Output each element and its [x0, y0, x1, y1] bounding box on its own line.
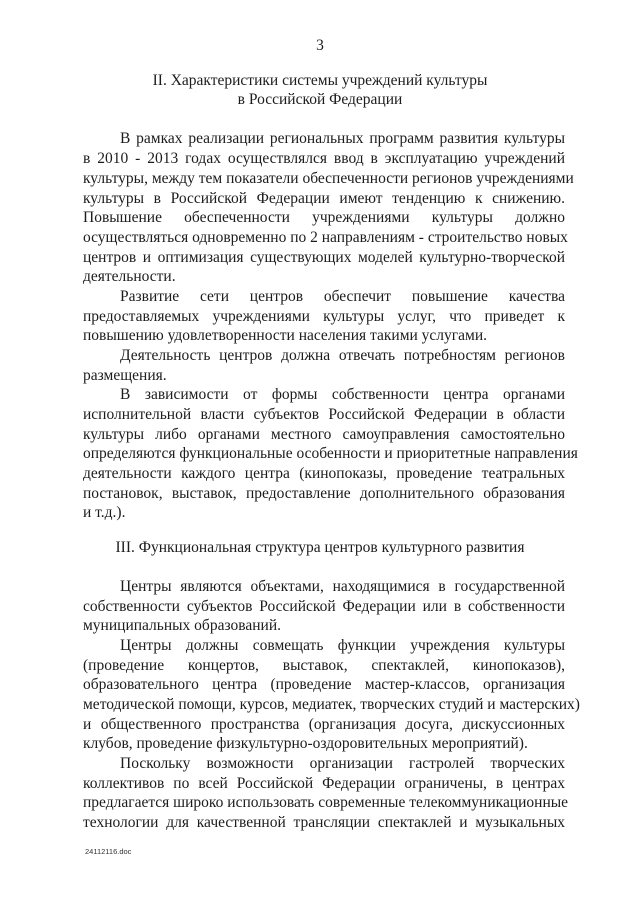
- body-text-line: Деятельность центров должна отвечать потребностям регионов: [120, 347, 565, 364]
- body-text-line: культуры, между тем показатели обеспеченности регионов учреждениями: [83, 170, 574, 187]
- body-text-line: В зависимости от формы собственности центра органами: [120, 386, 565, 403]
- body-text-line: Поскольку возможности организации гастролей творческих: [120, 755, 565, 772]
- body-text-line: Центры являются объектами, находящимися в государственной: [120, 578, 565, 595]
- body-text-line: деятельности.: [83, 268, 176, 285]
- body-text-line: Повышение обеспеченности учреждениями культуры должно: [83, 209, 565, 226]
- body-text-line: в 2010 - 2013 годах осуществлялся ввод в эксплуатацию учреждений: [83, 150, 565, 167]
- body-text-line: культуры либо органами местного самоуправления самостоятельно: [83, 426, 565, 443]
- body-text-line: размещения.: [83, 367, 167, 384]
- body-text-line: центров и оптимизация существующих моделей культурно-творческой: [83, 249, 565, 266]
- section-2-heading-line-2: в Российской Федерации: [237, 91, 403, 108]
- footer-filename: 24112116.doc: [85, 847, 132, 856]
- body-text-line: исполнительной власти субъектов Российской Федерации в области: [83, 406, 565, 423]
- body-text-line: (проведение концертов, выставок, спектаклей, кинопоказов),: [83, 657, 565, 674]
- body-text-line: В рамках реализации региональных программ развития культуры: [120, 130, 565, 147]
- page-number: 3: [316, 37, 324, 54]
- body-text-line: и т.д.).: [83, 504, 126, 521]
- body-text-line: осуществляться одновременно по 2 направлениям - строительство новых: [83, 229, 568, 246]
- body-text-line: предоставляемых учреждениями культуры услуг, что приведет к: [83, 308, 565, 325]
- body-text-line: методической помощи, курсов, медиатек, творческих студий и мастерских): [83, 696, 580, 713]
- body-text-line: повышению удовлетворенности населения такими услугами.: [83, 327, 487, 344]
- body-text-line: муниципальных образований.: [83, 617, 281, 634]
- body-text-line: образовательного центра (проведение мастер-классов, организация: [83, 676, 565, 693]
- body-text-line: коллективов по всей Российской Федерации ограничены, в центрах: [83, 775, 565, 792]
- body-text-line: технологии для качественной трансляции спектаклей и музыкальных: [83, 814, 565, 831]
- body-text-line: культуры в Российской Федерации имеют тенденцию к снижению.: [83, 190, 565, 207]
- body-text-line: и общественного пространства (организация досуга, дискуссионных: [83, 716, 565, 733]
- body-text-line: собственности субъектов Российской Федерации или в собственности: [83, 598, 565, 615]
- body-text-line: предлагается широко использовать современные телекоммуникационные: [83, 794, 569, 811]
- body-text-line: постановок, выставок, предоставление дополнительного образования: [83, 485, 565, 502]
- section-2-heading-line-1: II. Характеристики системы учреждений культуры: [152, 72, 488, 89]
- body-text-line: Развитие сети центров обеспечит повышение качества: [120, 288, 565, 305]
- body-text-line: клубов, проведение физкультурно-оздоровительных мероприятий).: [83, 735, 528, 752]
- body-text-line: Центры должны совмещать функции учреждения культуры: [120, 637, 565, 654]
- body-text-line: деятельности каждого центра (кинопоказы, проведение театральных: [83, 465, 565, 482]
- section-3-heading: III. Функциональная структура центров культурного развития: [115, 539, 525, 556]
- body-text-line: определяются функциональные особенности и приоритетные направления: [83, 445, 578, 462]
